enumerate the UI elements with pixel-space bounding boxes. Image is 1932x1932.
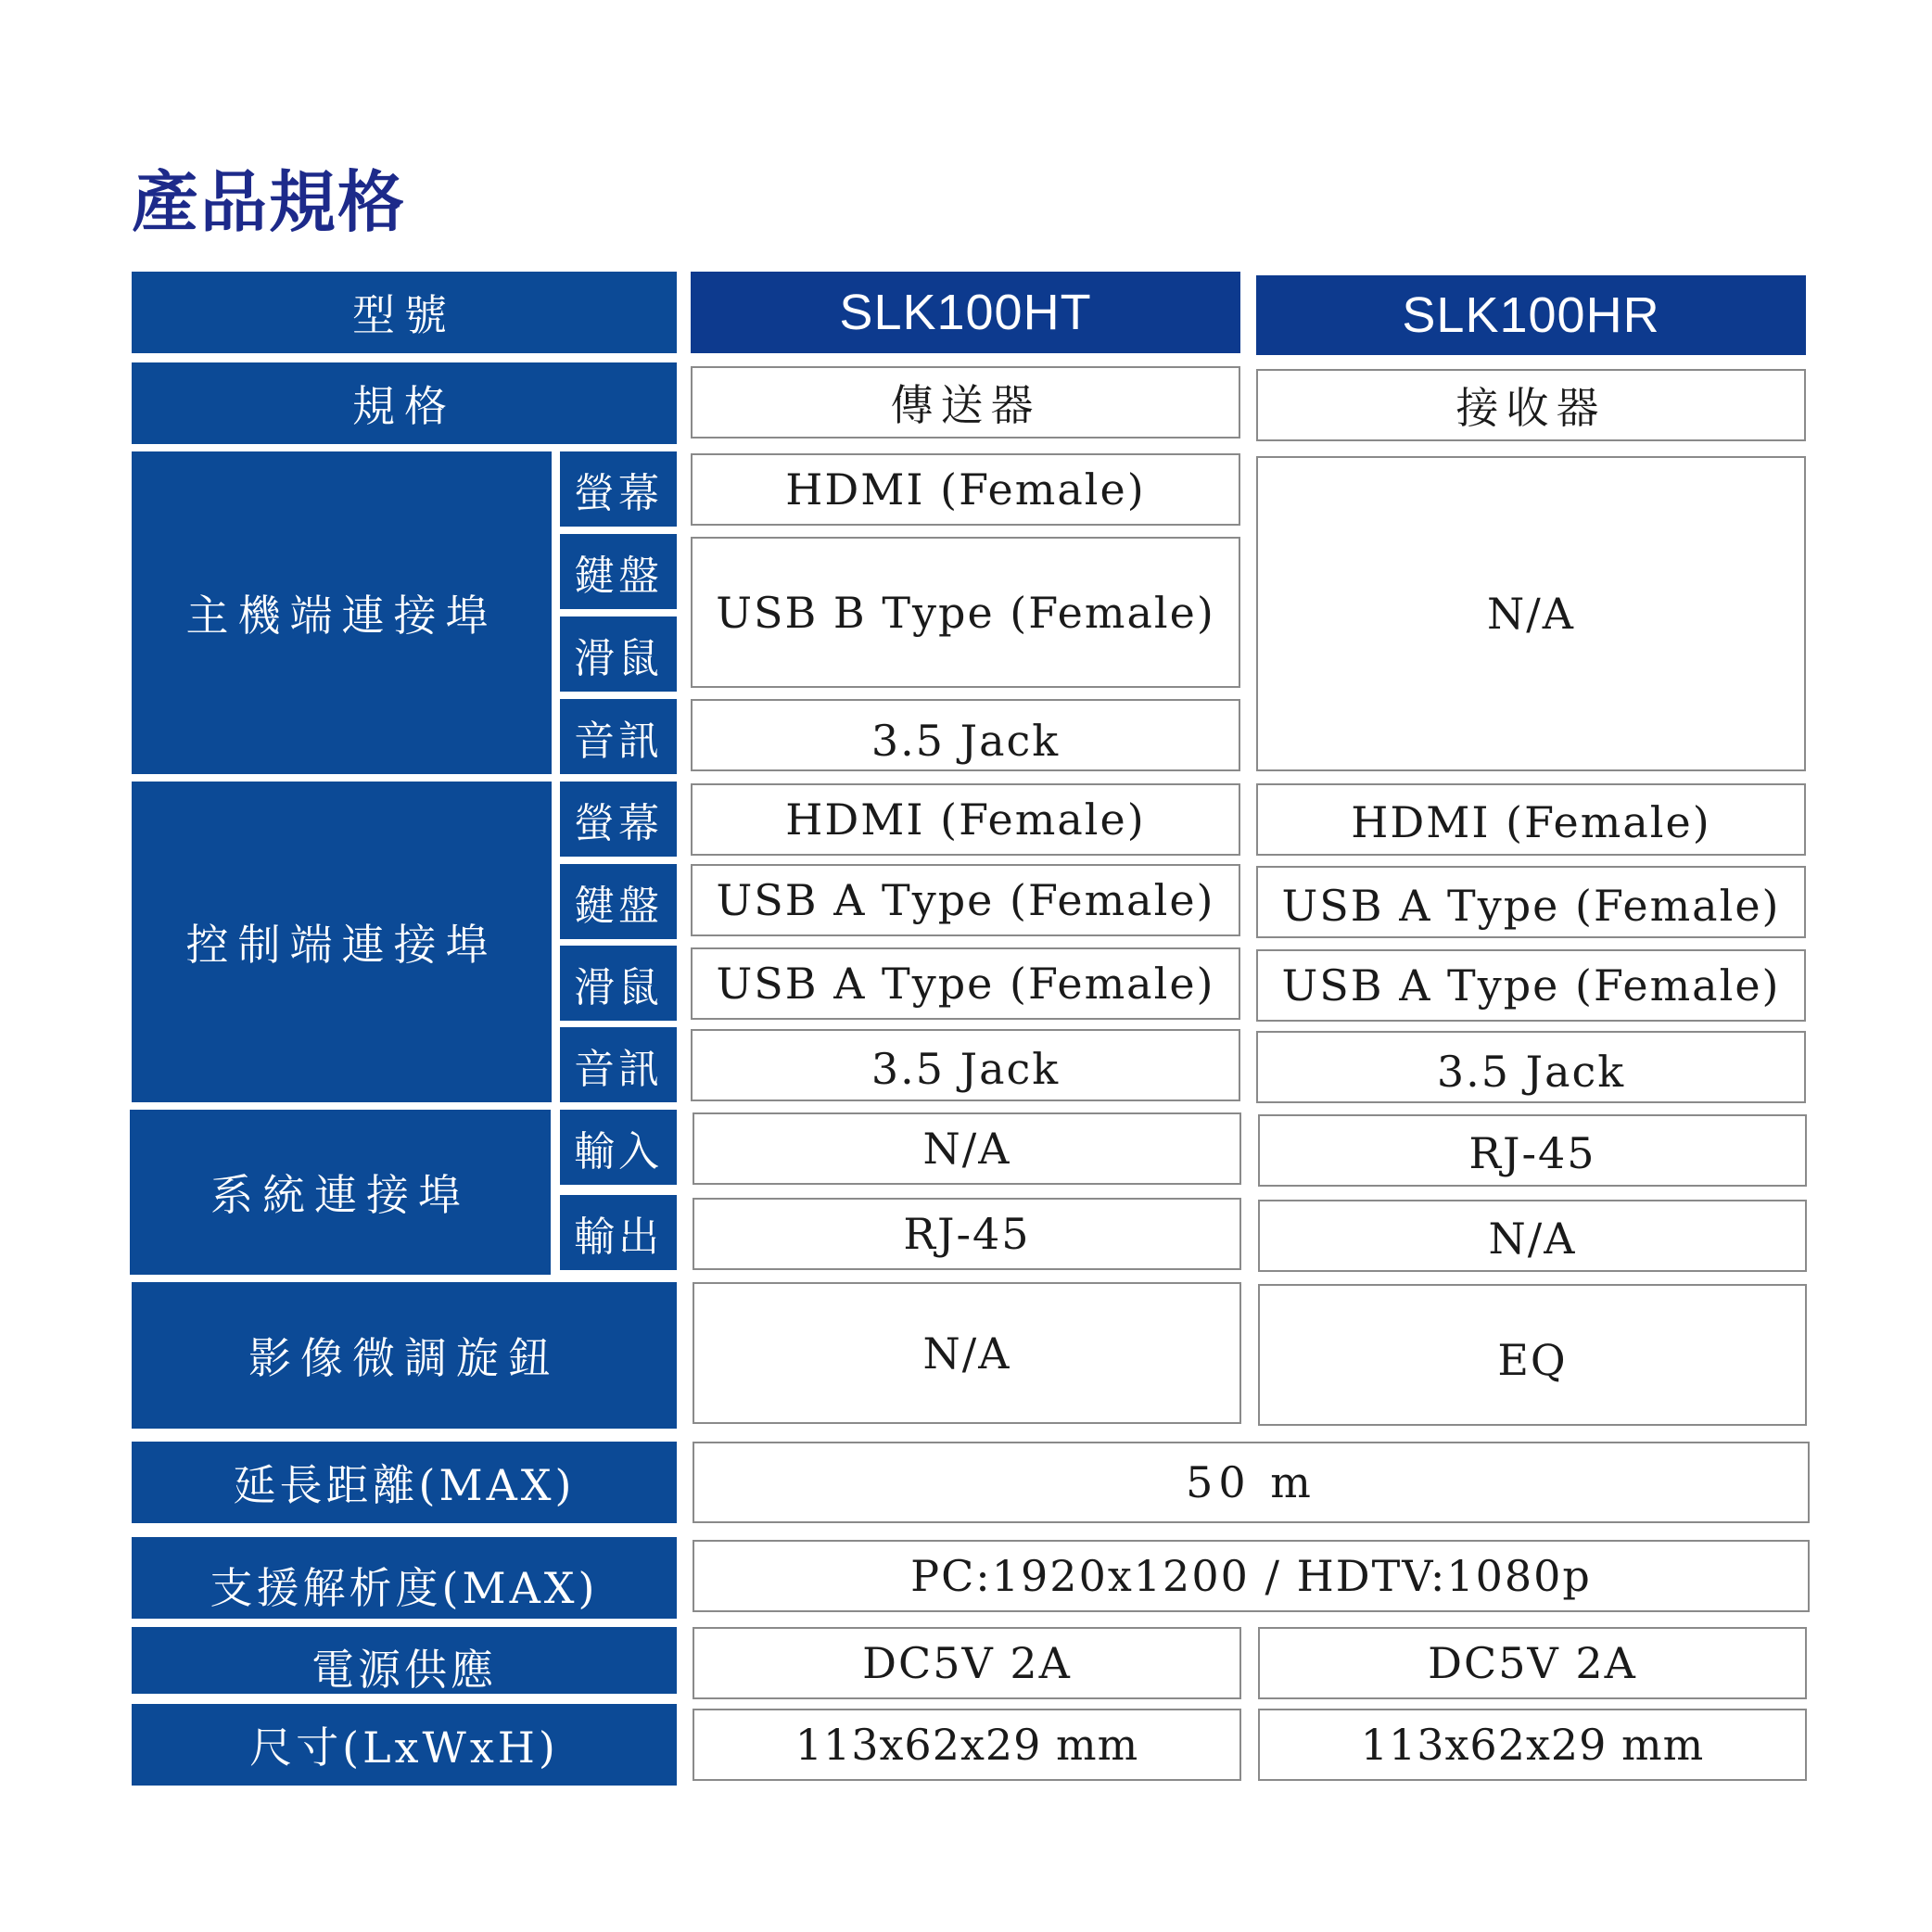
console-keyboard-label: 鍵盤 bbox=[560, 864, 677, 939]
size-rx: 113x62x29 mm bbox=[1258, 1709, 1807, 1781]
console-rx-audio: 3.5 Jack bbox=[1256, 1031, 1806, 1103]
console-tx-monitor: HDMI (Female) bbox=[691, 783, 1240, 856]
host-ports-label: 主機端連接埠 bbox=[132, 451, 552, 774]
host-mouse-label: 滑鼠 bbox=[560, 616, 677, 692]
console-rx-mouse: USB A Type (Female) bbox=[1256, 949, 1806, 1022]
power-tx: DC5V 2A bbox=[693, 1627, 1241, 1699]
console-tx-audio: 3.5 Jack bbox=[691, 1029, 1240, 1101]
host-keyboard-label: 鍵盤 bbox=[560, 534, 677, 609]
host-tx-kbmouse: USB B Type (Female) bbox=[691, 537, 1240, 688]
spec-label: 規格 bbox=[132, 362, 677, 444]
console-rx-keyboard: USB A Type (Female) bbox=[1256, 866, 1806, 938]
size-tx: 113x62x29 mm bbox=[693, 1709, 1241, 1781]
host-tx-audio: 3.5 Jack bbox=[691, 699, 1240, 771]
console-mouse-label: 滑鼠 bbox=[560, 946, 677, 1021]
system-tx-input: N/A bbox=[693, 1112, 1241, 1185]
console-rx-monitor: HDMI (Female) bbox=[1256, 783, 1806, 856]
spec-rx: 接收器 bbox=[1256, 369, 1806, 441]
video-knob-rx: EQ bbox=[1258, 1284, 1807, 1426]
host-rx-all: N/A bbox=[1256, 456, 1806, 771]
distance-value: 50 m bbox=[693, 1442, 1810, 1523]
spec-tx: 傳送器 bbox=[691, 366, 1240, 439]
video-knob-tx: N/A bbox=[693, 1282, 1241, 1424]
console-monitor-label: 螢幕 bbox=[560, 782, 677, 857]
system-rx-input: RJ-45 bbox=[1258, 1114, 1807, 1187]
host-audio-label: 音訊 bbox=[560, 699, 677, 774]
resolution-value: PC:1920x1200 / HDTV:1080p bbox=[693, 1540, 1810, 1612]
system-ports-label: 系統連接埠 bbox=[130, 1110, 551, 1275]
size-label: 尺寸(LxWxH) bbox=[132, 1704, 677, 1786]
distance-label: 延長距離(MAX) bbox=[132, 1442, 677, 1523]
power-label: 電源供應 bbox=[132, 1627, 677, 1694]
video-knob-label: 影像微調旋鈕 bbox=[132, 1282, 677, 1429]
system-tx-output: RJ-45 bbox=[693, 1198, 1241, 1270]
resolution-label: 支援解析度(MAX) bbox=[132, 1537, 677, 1619]
system-rx-output: N/A bbox=[1258, 1200, 1807, 1272]
model-label: 型號 bbox=[132, 272, 677, 353]
power-rx: DC5V 2A bbox=[1258, 1627, 1807, 1699]
console-tx-keyboard: USB A Type (Female) bbox=[691, 864, 1240, 936]
model-rx-header: SLK100HR bbox=[1256, 275, 1806, 355]
host-tx-monitor: HDMI (Female) bbox=[691, 453, 1240, 526]
page-title: 產品規格 bbox=[132, 163, 407, 241]
system-input-label: 輸入 bbox=[560, 1110, 677, 1185]
console-ports-label: 控制端連接埠 bbox=[132, 782, 552, 1102]
host-monitor-label: 螢幕 bbox=[560, 451, 677, 527]
system-output-label: 輸出 bbox=[560, 1195, 677, 1270]
console-tx-mouse: USB A Type (Female) bbox=[691, 947, 1240, 1020]
model-tx-header: SLK100HT bbox=[691, 272, 1240, 353]
console-audio-label: 音訊 bbox=[560, 1027, 677, 1102]
